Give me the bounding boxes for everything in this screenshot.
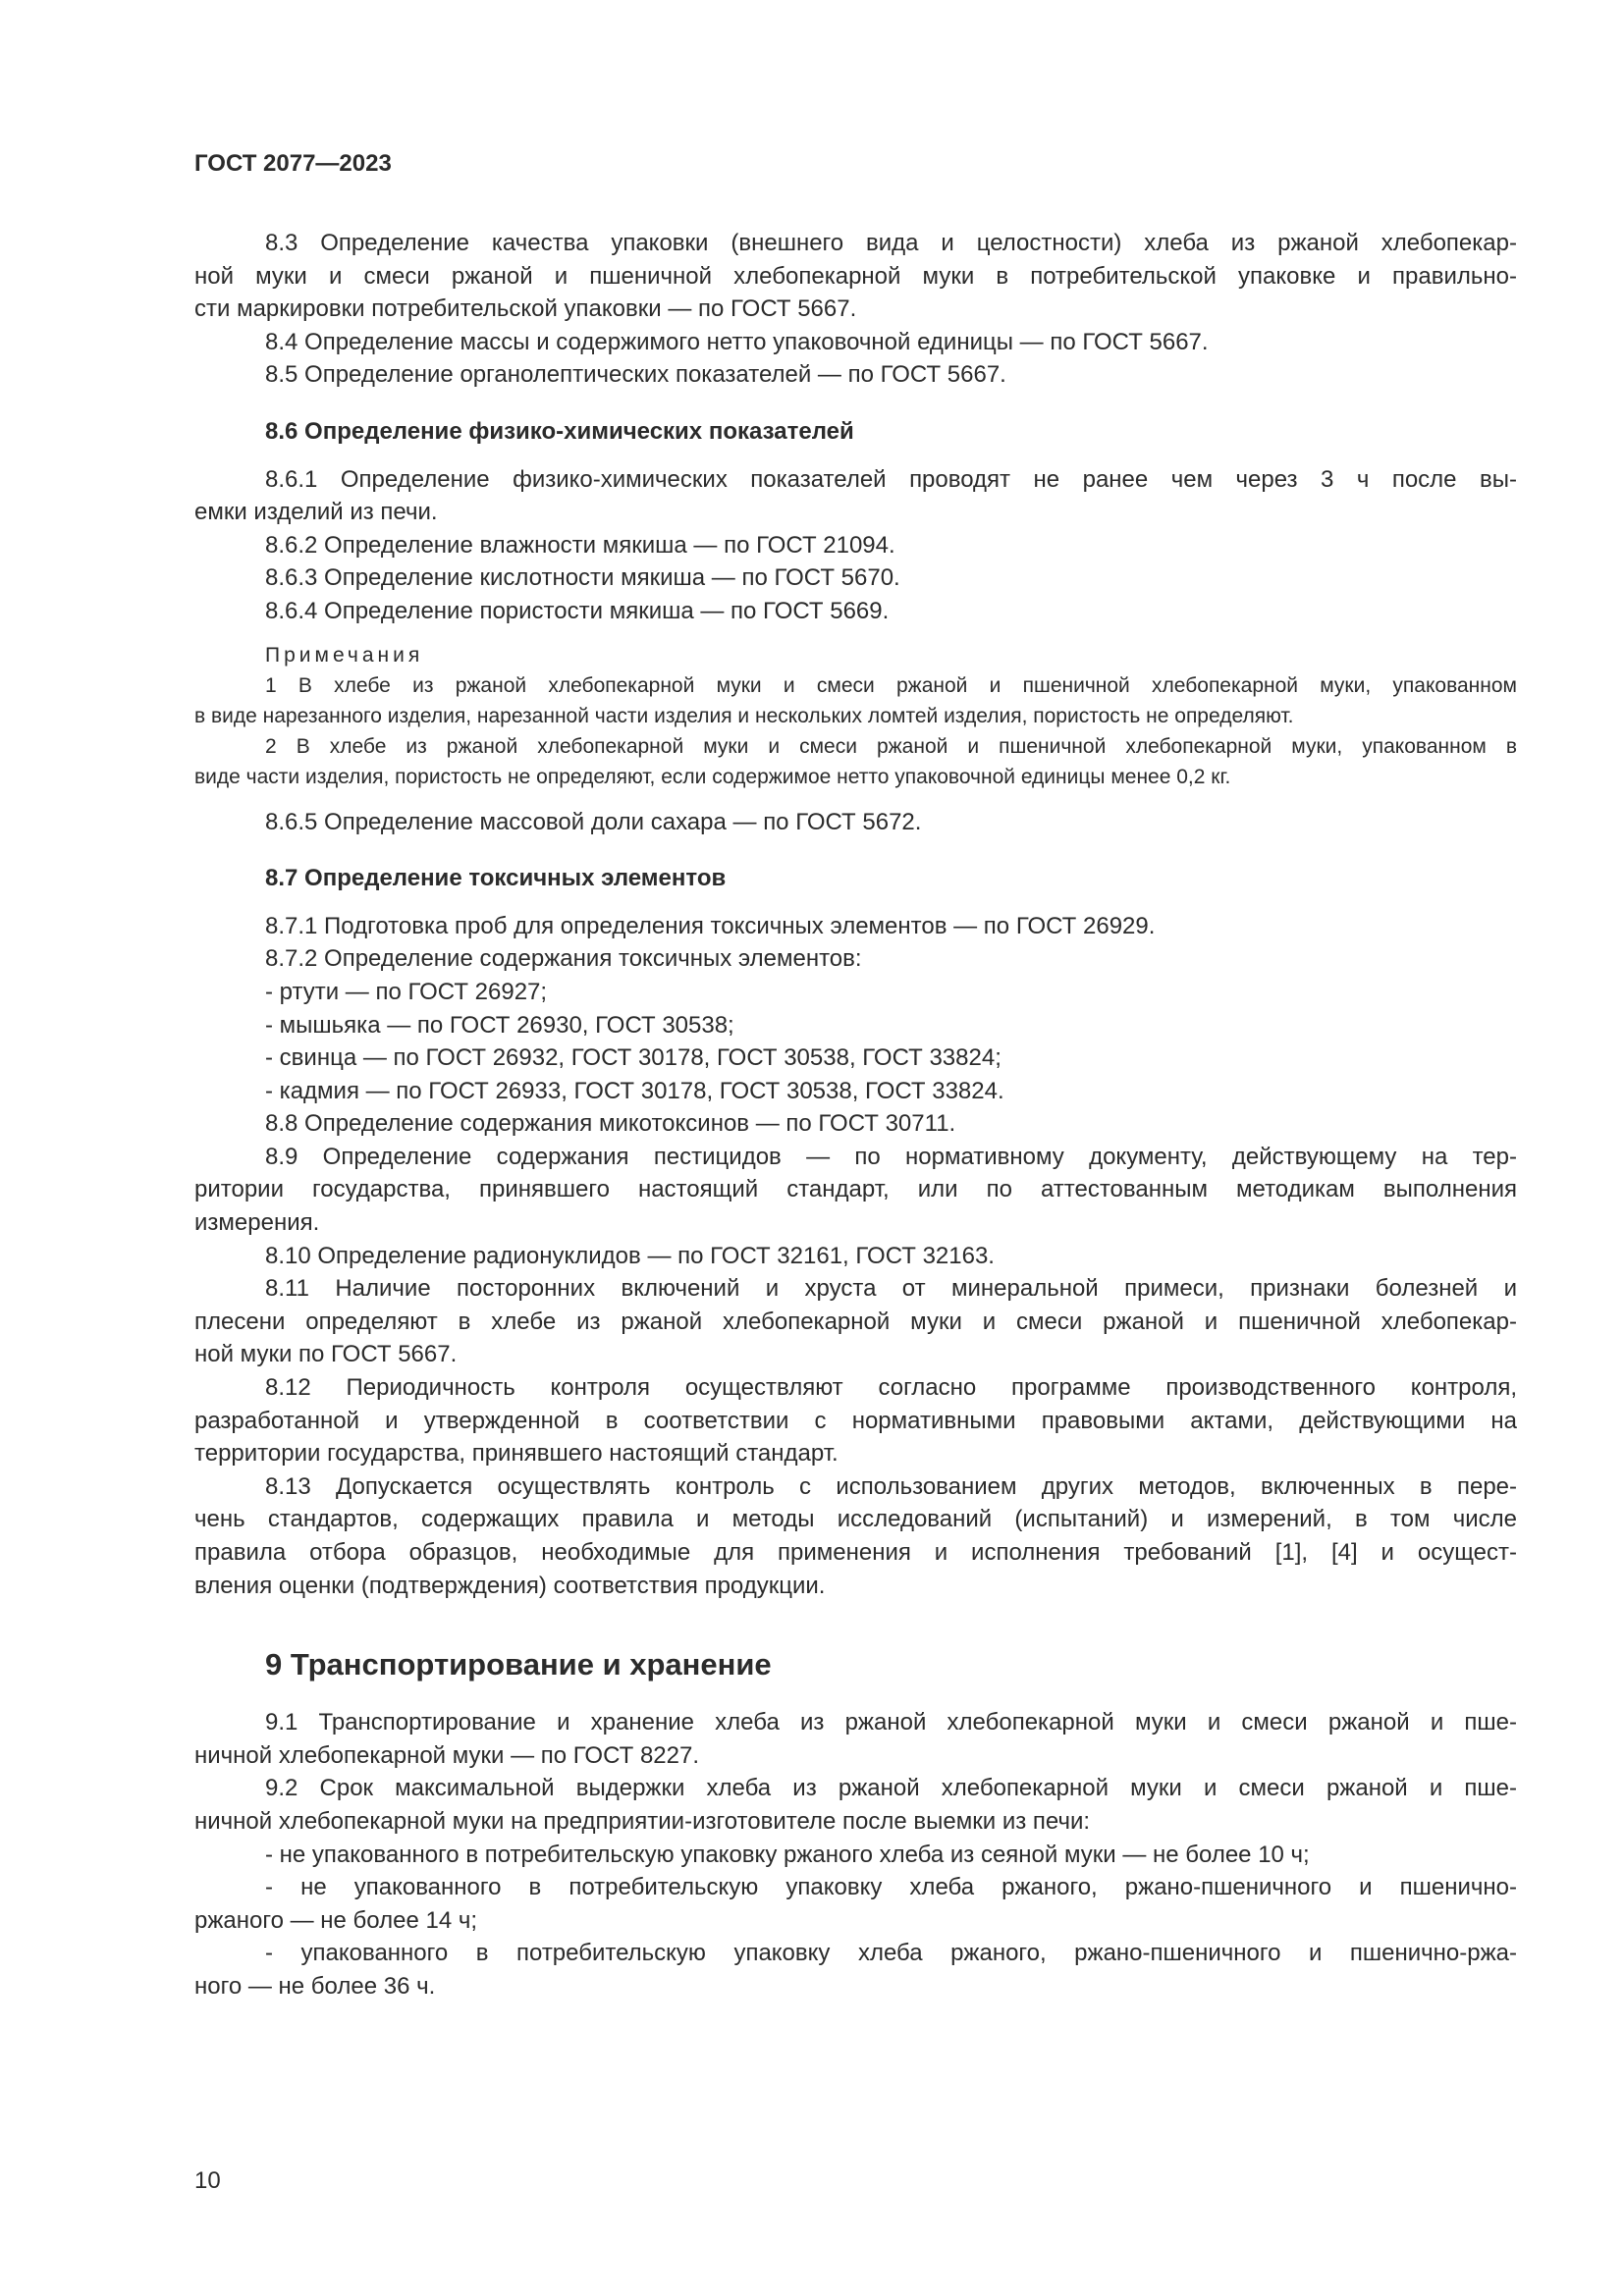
text-line: ной муки и смеси ржаной и пшеничной хлебопекарной муки в потребительской упаковке и правильно- [194,262,1517,290]
paragraph [194,326,1517,359]
text-line: чень стандартов, содержащих правила и методы исследований (испытаний) и измерений, в том числе [194,1506,1517,1533]
document-code-header: ГОСТ 2077—2023 [194,150,392,177]
text-line: 8.6.4 Определение пористости мякиша — по ГОСТ 5669. [265,597,890,624]
text-line: 8.10 Определение радионуклидов — по ГОСТ 32161, ГОСТ 32163. [265,1242,995,1269]
text-line: плесени определяют в хлебе из ржаной хлебопекарной муки и смеси ржаной и пшеничной хлебопекар- [194,1308,1517,1335]
text-line: 8.6.3 Определение кислотности мякиша — по ГОСТ 5670. [265,564,900,592]
paragraph [194,463,1517,529]
text-line: - не упакованного в потребительскую упаковку хлеба ржаного, ржано-пшеничного и пшенично- [265,1874,1517,1901]
paragraph [194,1839,1517,1872]
paragraph [194,1371,1517,1470]
text-line: - не упакованного в потребительскую упаковку ржаного хлеба из сеяной муки — не более 10 ч; [265,1841,1310,1868]
paragraph [194,1107,1517,1141]
text-line: ного — не более 36 ч. [194,1972,436,2000]
paragraph [194,561,1517,595]
paragraph [194,976,1517,1009]
text-line: сти маркировки потребительской упаковки — по ГОСТ 5667. [194,295,857,323]
text-line: правила отбора образцов, необходимые для применения и исполнения требований [1], [4] и осущест- [194,1539,1517,1566]
text-line: измерения. [194,1209,320,1237]
text-line: 1 В хлебе из ржаной хлебопекарной муки и смеси ржаной и пшеничной хлебопекарной муки, упакованном [265,673,1517,697]
text-line: - кадмия — по ГОСТ 26933, ГОСТ 30178, ГОСТ 30538, ГОСТ 33824. [265,1077,1004,1104]
text-line: - мышьяка — по ГОСТ 26930, ГОСТ 30538; [265,1011,734,1039]
text-line: 8.12 Периодичность контроля осуществляют согласно программе производственного контроля, [265,1374,1517,1402]
text-line: разработанной и утвержденной в соответствии с нормативными правовыми актами, действующими на [194,1407,1517,1434]
text-line: 8.9 Определение содержания пестицидов — по нормативному документу, действующему на тер- [265,1143,1517,1170]
page-number: 10 [194,2167,221,2194]
text-line: 9.2 Срок максимальной выдержки хлеба из ржаной хлебопекарной муки и смеси ржаной и пше- [265,1775,1517,1802]
paragraph [194,1240,1517,1273]
text-line: 2 В хлебе из ржаной хлебопекарной муки и смеси ржаной и пшеничной хлебопекарной муки, упакованном в [265,734,1517,758]
paragraph [194,529,1517,562]
text-line: ритории государства, принявшего настоящий стандарт, или по аттестованным методикам выполнения [194,1176,1517,1203]
paragraph [194,595,1517,628]
text-line: 8.13 Допускается осуществлять контроль с использованием других методов, включенных в пере- [265,1472,1517,1500]
paragraph [194,942,1517,976]
paragraph [194,1772,1517,1838]
text-line: 8.4 Определение массы и содержимого нетто упаковочной единицы — по ГОСТ 5667. [265,328,1209,355]
text-line: 8.6 Определение физико-химических показателей [265,417,854,445]
text-line: ничной хлебопекарной муки на предприятии-изготовителе после выемки из печи: [194,1807,1091,1835]
text-line: емки изделий из печи. [194,499,438,526]
paragraph [194,358,1517,392]
section-heading [194,862,1517,895]
text-line: 9 Транспортирование и хранение [265,1647,772,1682]
note-item [194,670,1517,731]
chapter-heading [194,1645,1517,1684]
text-line: 8.6.1 Определение физико-химических показателей проводят не ранее чем через 3 ч после вы- [265,465,1517,493]
text-line: 8.3 Определение качества упаковки (внешнего вида и целостности) хлеба из ржаной хлебопекар- [265,230,1517,256]
paragraph [194,1075,1517,1108]
paragraph [194,1871,1517,1937]
text-line: 8.8 Определение содержания микотоксинов — по ГОСТ 30711. [265,1110,956,1138]
section-heading [194,415,1517,449]
text-line: вления оценки (подтверждения) соответствия продукции. [194,1572,826,1599]
text-line: ничной хлебопекарной муки — по ГОСТ 8227. [194,1741,700,1769]
paragraph [194,910,1517,943]
paragraph [194,1470,1517,1602]
text-line: виде части изделия, пористость не определяют, если содержимое нетто упаковочной единицы менее 0,2 кг. [194,765,1231,788]
paragraph [194,1937,1517,2002]
text-line: ржаного — не более 14 ч; [194,1906,477,1934]
text-line: Примечания [265,643,424,667]
text-line: 8.7.2 Определение содержания токсичных элементов: [265,945,862,973]
paragraph [194,1706,1517,1772]
text-line: 9.1 Транспортирование и хранение хлеба из ржаной хлебопекарной муки и смеси ржаной и пше- [265,1709,1517,1736]
paragraph [194,1141,1517,1240]
paragraph [194,1009,1517,1042]
paragraph [194,1041,1517,1075]
text-line: - упакованного в потребительскую упаковку хлеба ржаного, ржано-пшеничного и пшенично-ржа- [265,1940,1517,1967]
text-line: 8.7 Определение токсичных элементов [265,865,727,892]
text-line: в виде нарезанного изделия, нарезанной части изделия и нескольких ломтей изделия, пористость не определяют. [194,704,1294,727]
text-line: 8.6.2 Определение влажности мякиша — по ГОСТ 21094. [265,531,895,559]
paragraph [194,806,1517,839]
text-line: 8.6.5 Определение массовой доли сахара — по ГОСТ 5672. [265,808,922,835]
paragraph [194,227,1517,326]
document-body [194,227,1517,2003]
text-line: - свинца — по ГОСТ 26932, ГОСТ 30178, ГОСТ 30538, ГОСТ 33824; [265,1044,1001,1072]
text-line: территории государства, принявшего настоящий стандарт. [194,1440,839,1468]
note-item [194,731,1517,792]
text-line: 8.11 Наличие посторонних включений и хруста от минеральной примеси, признаки болезней и [265,1275,1517,1303]
text-line: ной муки по ГОСТ 5667. [194,1341,458,1368]
text-line: 8.7.1 Подготовка проб для определения токсичных элементов — по ГОСТ 26929. [265,912,1156,939]
notes-title [194,641,1517,670]
paragraph [194,1272,1517,1371]
text-line: - ртути — по ГОСТ 26927; [265,978,548,1005]
text-line: 8.5 Определение органолептических показателей — по ГОСТ 5667. [265,361,1006,389]
